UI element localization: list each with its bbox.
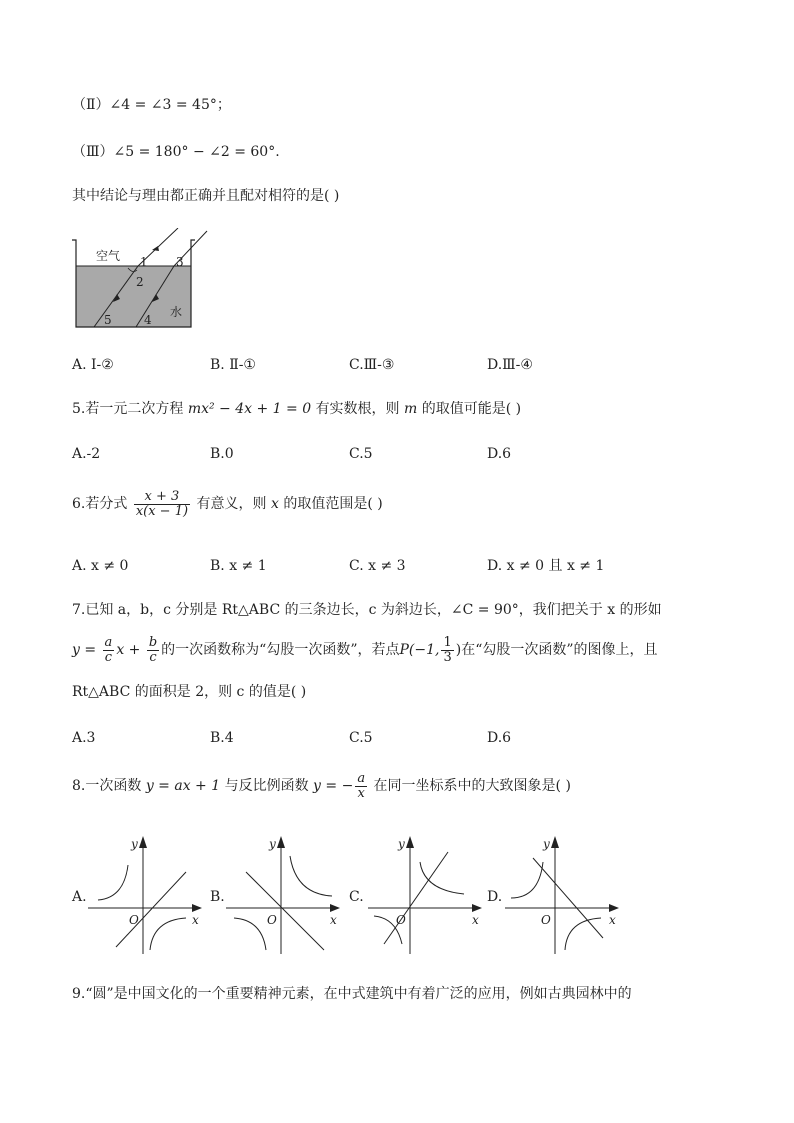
q5-option-a[interactable]: A.-2 xyxy=(72,446,101,462)
q5-suffix: 的取值可能是( ) xyxy=(421,401,522,417)
q6-option-d[interactable]: D. x ≠ 0 且 x ≠ 1 xyxy=(487,558,605,574)
q5-equation: mx² − 4x + 1 = 0 xyxy=(187,401,312,417)
q6-option-a[interactable]: A. x ≠ 0 xyxy=(72,558,129,574)
q8-mid: 与反比例函数 xyxy=(224,778,309,794)
axis-x-label: x xyxy=(609,913,616,927)
q6-var: x xyxy=(270,496,279,512)
q7-point-a: P(−1, xyxy=(399,642,440,658)
q7-option-c[interactable]: C.5 xyxy=(349,730,373,746)
q8-linear-function: y = ax + 1 xyxy=(145,778,221,794)
axis-y-label: y xyxy=(131,837,138,851)
q7-frac1-num: a xyxy=(104,634,113,650)
refraction-diagram xyxy=(70,228,215,333)
origin-label: O xyxy=(129,913,139,927)
question-5-stem xyxy=(72,399,521,419)
q7-y: y = xyxy=(72,642,97,658)
q4-option-c[interactable]: C.Ⅲ-③ xyxy=(349,357,395,373)
question-8-stem xyxy=(72,768,571,804)
q8-graph-c-label[interactable]: C. xyxy=(349,889,364,905)
arrow-head-3 xyxy=(152,246,159,251)
origin-label: O xyxy=(396,913,406,927)
q7-fraction-a-c xyxy=(103,636,115,665)
axis-x-label: x xyxy=(192,913,199,927)
question-6-stem xyxy=(72,486,383,522)
q8-inverse-function: y = − xyxy=(313,778,354,794)
origin-label: O xyxy=(541,913,551,927)
q8-graph-d-label[interactable]: D. xyxy=(487,889,503,905)
q8-suffix: 在同一坐标系中的大致图象是( ) xyxy=(373,778,571,794)
q8-graph-d[interactable] xyxy=(505,832,620,957)
axis-y-label: y xyxy=(543,837,550,851)
axis-y-label: y xyxy=(398,837,405,851)
q7-option-d[interactable]: D.6 xyxy=(487,730,512,746)
q8-frac-den: x xyxy=(357,785,365,801)
q6-option-c[interactable]: C. x ≠ 3 xyxy=(349,558,406,574)
q4-option-a[interactable]: A. Ⅰ-② xyxy=(72,357,114,373)
label-2: 2 xyxy=(136,275,144,289)
question-7-line-1: 7.已知 a，b，c 分别是 Rt△ABC 的三条边长，c 为斜边长，∠C = 90°，我们把关于 x 的形如 xyxy=(72,602,662,618)
q8-graph-b[interactable] xyxy=(226,832,341,957)
question-7-line-3: Rt△ABC 的面积是 2，则 c 的值是( ) xyxy=(72,684,307,700)
q5-option-c[interactable]: C.5 xyxy=(349,446,373,462)
question-4-stem: 其中结论与理由都正确并且配对相符的是( ) xyxy=(72,188,340,204)
q5-option-d[interactable]: D.6 xyxy=(487,446,512,462)
origin-label: O xyxy=(267,913,277,927)
question-7-line-2 xyxy=(72,632,658,668)
q7-x: x + xyxy=(116,642,141,658)
axis-x-label: x xyxy=(472,913,479,927)
q6-prefix: 6.若分式 xyxy=(72,496,128,512)
q5-var: m xyxy=(404,401,418,417)
label-5: 5 xyxy=(104,313,112,327)
q6-suffix: 的取值范围是( ) xyxy=(283,496,383,512)
q7-option-b[interactable]: B.4 xyxy=(210,730,234,746)
axis-x-label: x xyxy=(330,913,337,927)
q8-graph-c[interactable] xyxy=(368,832,483,957)
q6-numerator: x + 3 xyxy=(134,490,190,505)
axis-y-label: y xyxy=(269,837,276,851)
q6-option-b[interactable]: B. x ≠ 1 xyxy=(210,558,267,574)
q5-option-b[interactable]: B.0 xyxy=(210,446,234,462)
q8-prefix: 8.一次函数 xyxy=(72,778,142,794)
q7-text: 的一次函数称为“勾股一次函数”，若点 xyxy=(161,642,400,658)
q7-point-den: 3 xyxy=(443,649,452,665)
q8-graph-a[interactable] xyxy=(88,832,203,957)
q7-frac2-den: c xyxy=(149,649,157,665)
statement-ii: （Ⅱ）∠4 = ∠3 = 45°； xyxy=(72,97,231,113)
q4-option-b[interactable]: B. Ⅱ-① xyxy=(210,357,256,373)
q6-fraction xyxy=(134,490,190,519)
q6-denominator: x(x − 1) xyxy=(135,503,189,519)
statement-iii: （Ⅲ）∠5 = 180° − ∠2 = 60°. xyxy=(72,144,280,160)
q7-option-a[interactable]: A.3 xyxy=(72,730,96,746)
q8-graph-a-label[interactable]: A. xyxy=(72,889,87,905)
q7-point-num: 1 xyxy=(443,634,452,650)
label-water: 水 xyxy=(170,305,183,319)
q8-frac-num: a xyxy=(357,770,366,786)
q8-fraction xyxy=(355,772,367,801)
q7-point-fraction xyxy=(441,636,453,665)
label-3: 3 xyxy=(176,255,184,269)
q7-frac2-num: b xyxy=(148,634,158,650)
q7-fraction-b-c xyxy=(147,636,159,665)
label-4: 4 xyxy=(144,313,152,327)
q4-option-d[interactable]: D.Ⅲ-④ xyxy=(487,357,533,373)
q5-mid: 有实数根，则 xyxy=(315,401,400,417)
q7-frac1-den: c xyxy=(104,649,113,665)
q8-graph-b-label[interactable]: B. xyxy=(210,889,225,905)
label-air: 空气 xyxy=(96,249,121,263)
q5-prefix: 5.若一元二次方程 xyxy=(72,401,184,417)
q6-mid: 有意义，则 xyxy=(196,496,267,512)
q7-tail: 在“勾股一次函数”的图像上，且 xyxy=(461,642,658,658)
q7-point-b: ) xyxy=(455,642,462,658)
label-1: 1 xyxy=(140,255,148,269)
question-9-stem: 9.“圆”是中国文化的一个重要精神元素，在中式建筑中有着广泛的应用，例如古典园林中的 xyxy=(72,986,632,1002)
